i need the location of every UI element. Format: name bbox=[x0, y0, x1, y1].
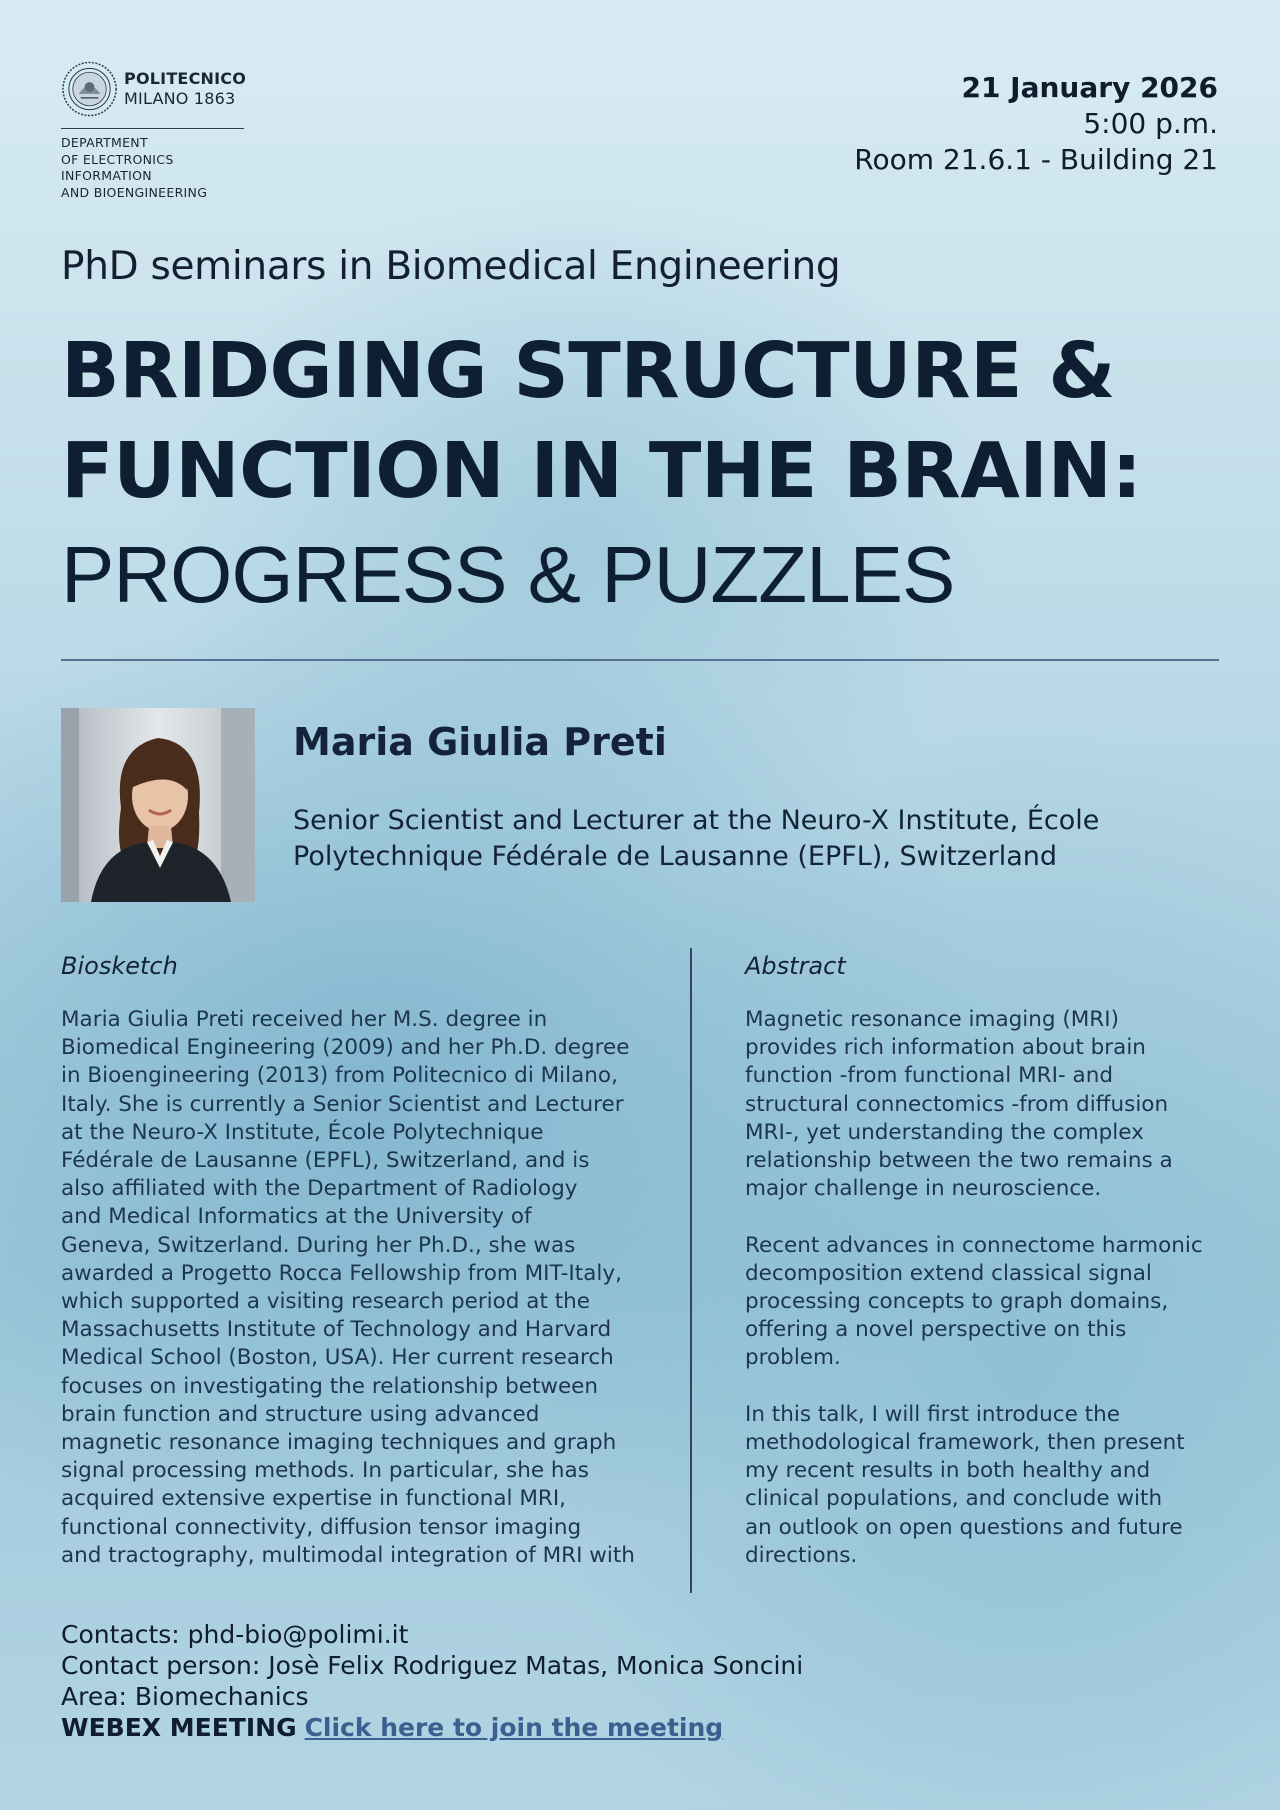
department-line-1: DEPARTMENT bbox=[61, 135, 148, 150]
speaker-name: Maria Giulia Preti bbox=[293, 720, 667, 764]
speaker-portrait-image bbox=[61, 708, 255, 902]
page-subtitle: PROGRESS & PUZZLES bbox=[61, 530, 955, 619]
page-title bbox=[61, 322, 1211, 522]
abstract-heading: Abstract bbox=[745, 952, 846, 980]
logo-name: POLITECNICO bbox=[124, 69, 246, 88]
biosketch-text: Maria Giulia Preti received her M.S. degree in Biomedical Engineering (2009) and her Ph.D. degree in Bioengineering (2013) from Politecnico di Milano, Italy. She is currently a Senior Scientist and Lecturer at the Neuro-X Institute, École Polytechnique Fédérale de Lausanne (EPFL), Switzerland, and is also affiliated with the Department of Radiology and Medical Informatics at the University of Geneva, Switzerland. During her Ph.D., she was awarded a Progetto Rocca Fellowship from MIT-Italy, which supported a visiting research period at the Massachusetts Institute of Technology and Harvard Medical School (Boston, USA). Her current research focuses on investigating the relationship between brain function and structure using advanced magnetic resonance imaging techniques and graph signal processing methods. In particular, she has acquired extensive expertise in functional MRI, functional connectivity, diffusion tensor imaging and tractography, multimodal integration of MRI with bbox=[61, 1007, 635, 1568]
webex-label: WEBEX MEETING bbox=[61, 1713, 297, 1742]
politecnico-logo bbox=[61, 60, 246, 201]
area-line: Area: Biomechanics bbox=[61, 1682, 309, 1711]
title-line-2: FUNCTION IN THE BRAIN: bbox=[61, 427, 1142, 516]
speaker-photo bbox=[61, 708, 255, 902]
affiliation-line-1: Senior Scientist and Lecturer at the Neuro-X Institute, École bbox=[293, 805, 1100, 836]
event-time: 5:00 p.m. bbox=[1083, 107, 1218, 140]
department-line-4: AND BIOENGINEERING bbox=[61, 184, 208, 200]
biosketch-heading: Biosketch bbox=[61, 952, 178, 980]
university-seal-icon bbox=[61, 60, 118, 118]
department-name bbox=[61, 135, 246, 201]
title-divider bbox=[61, 659, 1219, 661]
event-room: Room 21.6.1 - Building 21 bbox=[854, 143, 1218, 176]
event-date: 21 January 2026 bbox=[961, 71, 1218, 104]
join-meeting-link[interactable]: Click here to join the meeting bbox=[304, 1713, 724, 1742]
department-line-2: OF ELECTRONICS bbox=[61, 151, 174, 167]
speaker-affiliation bbox=[293, 803, 1193, 875]
contact-footer bbox=[61, 1619, 803, 1743]
column-divider bbox=[690, 948, 692, 1593]
title-line-1: BRIDGING STRUCTURE & bbox=[61, 327, 1116, 416]
contact-person-line: Contact person: Josè Felix Rodriguez Matas, Monica Soncini bbox=[61, 1651, 804, 1680]
department-line-3: INFORMATION bbox=[61, 168, 152, 183]
abstract-text: Magnetic resonance imaging (MRI) provides rich information about brain function -from functional MRI- and structural connectomics -from diffusion MRI-, yet understanding the complex relationship between the two remains a major challenge in neuroscience. Recent advances in connectome harmonic decomposition extend classical signal processing concepts to graph domains, offering a novel perspective on this problem. In this talk, I will first introduce the methodological framework, then present my recent results in both healthy and clinical populations, and conclude with an outlook on open questions and future directions. bbox=[745, 1007, 1203, 1568]
seminar-series: PhD seminars in Biomedical Engineering bbox=[61, 244, 841, 289]
logo-divider bbox=[61, 128, 244, 129]
logo-subtitle: MILANO 1863 bbox=[124, 89, 236, 108]
contacts-line: Contacts: phd-bio@polimi.it bbox=[61, 1620, 409, 1649]
webex-line bbox=[61, 1712, 803, 1743]
affiliation-line-2: Polytechnique Fédérale de Lausanne (EPFL), Switzerland bbox=[293, 841, 1057, 872]
event-details bbox=[854, 70, 1218, 178]
